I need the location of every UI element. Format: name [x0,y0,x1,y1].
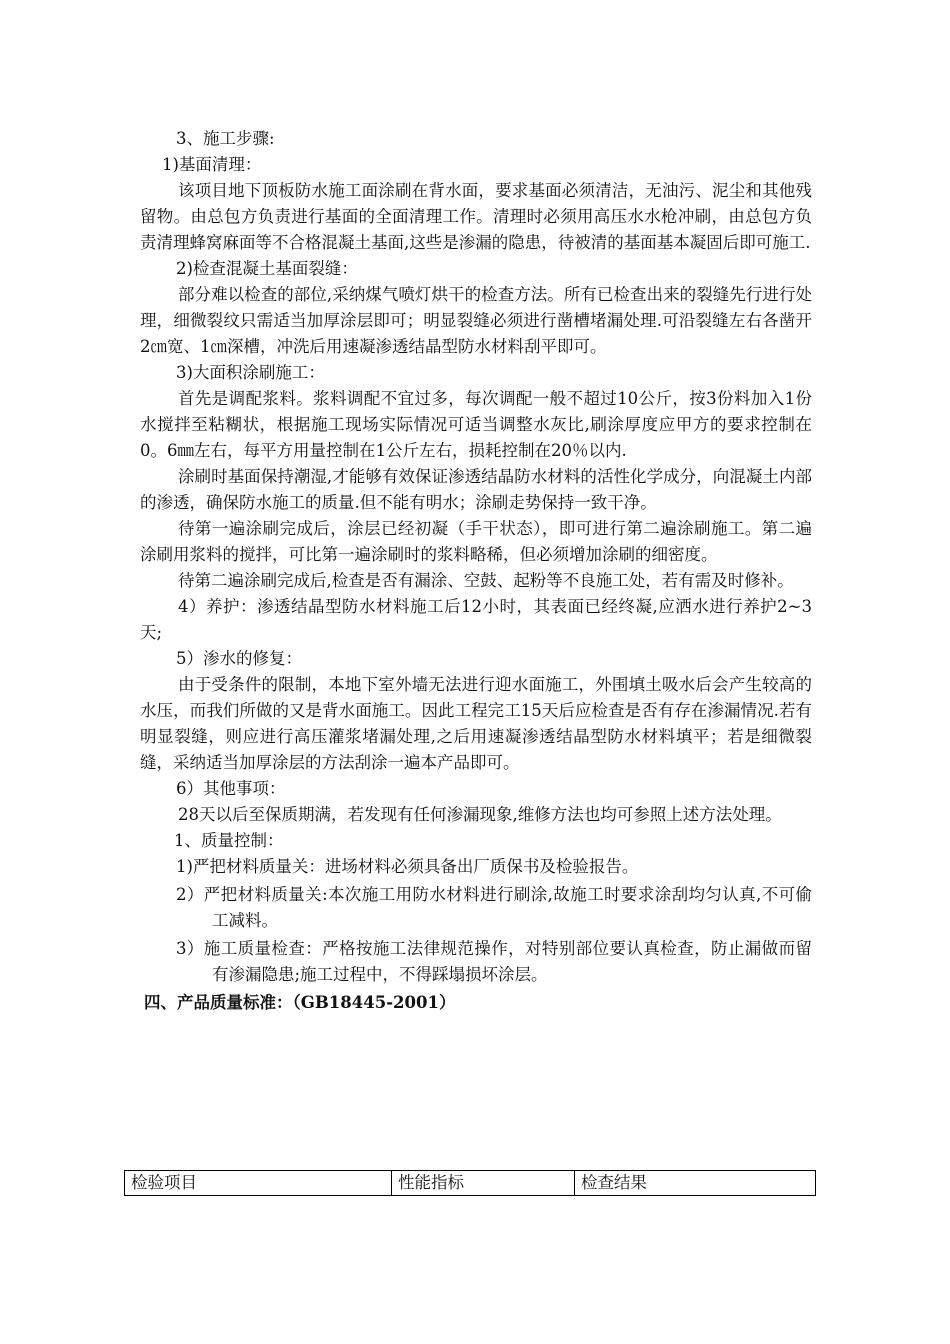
header-cell-result: 检查结果 [575,1171,816,1196]
header-cell-item: 检验项目 [125,1171,392,1196]
quality-control-item-1: 1)严把材料质量关：进场材料必须具备出厂质保书及检验报告。 [176,857,639,876]
step2-paragraph: 部分难以检查的部位,采纳煤气喷灯烘干的检查方法。所有已检查出来的裂缝先行进行处理，细微裂纹只需适当加厚涂层即可；明显裂缝必须进行凿槽堵漏处理.可沿裂缝左右各凿开2㎝宽、1㎝深槽，冲洗后用速凝渗透结晶型防水材料刮平即可。 [140,285,812,356]
section4-title-text: 四、产品质量标准： [144,993,293,1012]
step1-paragraph: 该项目地下顶板防水施工面涂刷在背水面，要求基面必须清洁，无油污、泥尘和其他残留物。由总包方负责进行基面的全面清理工作。清理时必须用高压水水枪冲刷，由总包方负责清理蜂窝麻面等不合格混凝土基面,这些是渗漏的隐患，待被清的基面基本凝固后即可施工. [140,181,812,252]
step5-title: 5）渗水的修复： [176,649,302,668]
document-body [140,126,812,1016]
table-header-row [125,1171,816,1196]
header-cell-spec: 性能指标 [392,1171,575,1196]
step3-paragraph-2: 涂刷时基面保持潮湿,才能够有效保证渗透结晶防水材料的活性化学成分，向混凝土内部的渗透，确保防水施工的质量.但不能有明水；涂刷走势保持一致干净。 [140,467,812,512]
step3-title: 3)大面积涂刷施工： [176,363,325,382]
quality-standard-table [124,1170,816,1196]
step5-paragraph: 由于受条件的限制，本地下室外墙无法进行迎水面施工，外围填土吸水后会产生较高的水压，而我们所做的又是背水面施工。因此工程完工15天后应检查是否有存在渗漏情况.若有明显裂缝，则应进行高压灌浆堵漏处理,之后用速凝渗透结晶型防水材料填平；若是细微裂缝，采纳适当加厚涂层的方法刮涂一遍本产品即可。 [140,675,812,772]
step3-paragraph-1: 首先是调配浆料。浆料调配不宜过多，每次调配一般不超过10公斤，按3份料加入1份水搅拌至粘糊状，根据施工现场实际情况可适当调整水灰比,刷涂厚度应甲方的要求控制在0。6㎜左右，每平方用量控制在1公斤左右，损耗控制在20％以内. [140,389,812,460]
section4-standard: （GB18445-2001） [292,993,456,1012]
section4-title [144,990,812,1016]
step2-title: 2)检查混凝土基面裂缝： [176,259,358,278]
step6-paragraph: 28天以后至保质期满，若发现有任何渗漏现象,维修方法也均可参照上述方法处理。 [178,805,782,824]
step1-title: 1)基面清理： [162,155,262,174]
quality-control-item-2: 2）严把材料质量关:本次施工用防水材料进行刷涂,故施工时要求涂刮均匀认真,不可偷工减料。 [176,885,812,930]
steps-heading: 3、施工步骤: [176,129,275,148]
quality-control-heading: 1、质量控制： [174,831,284,850]
step3-paragraph-4: 待第二遍涂刷完成后,检查是否有漏涂、空鼓、起粉等不良施工处，若有需及时修补。 [178,571,794,590]
step6-title: 6）其他事项： [176,779,286,798]
step3-paragraph-3: 待第一遍涂刷完成后，涂层已经初凝（手干状态），即可进行第二遍涂刷施工。第二遍涂刷用浆料的搅拌，可比第一遍涂刷时的浆料略稀，但必须增加涂刷的细密度。 [140,519,812,564]
quality-control-item-3: 3）施工质量检查：严格按施工法律规范操作，对特别部位要认真检查，防止漏做而留有渗漏隐患;施工过程中，不得踩塌损坏涂层。 [176,939,812,984]
step4-paragraph: 4）养护：渗透结晶型防水材料施工后12小时，其表面已经终凝,应洒水进行养护2~3天; [140,597,812,642]
